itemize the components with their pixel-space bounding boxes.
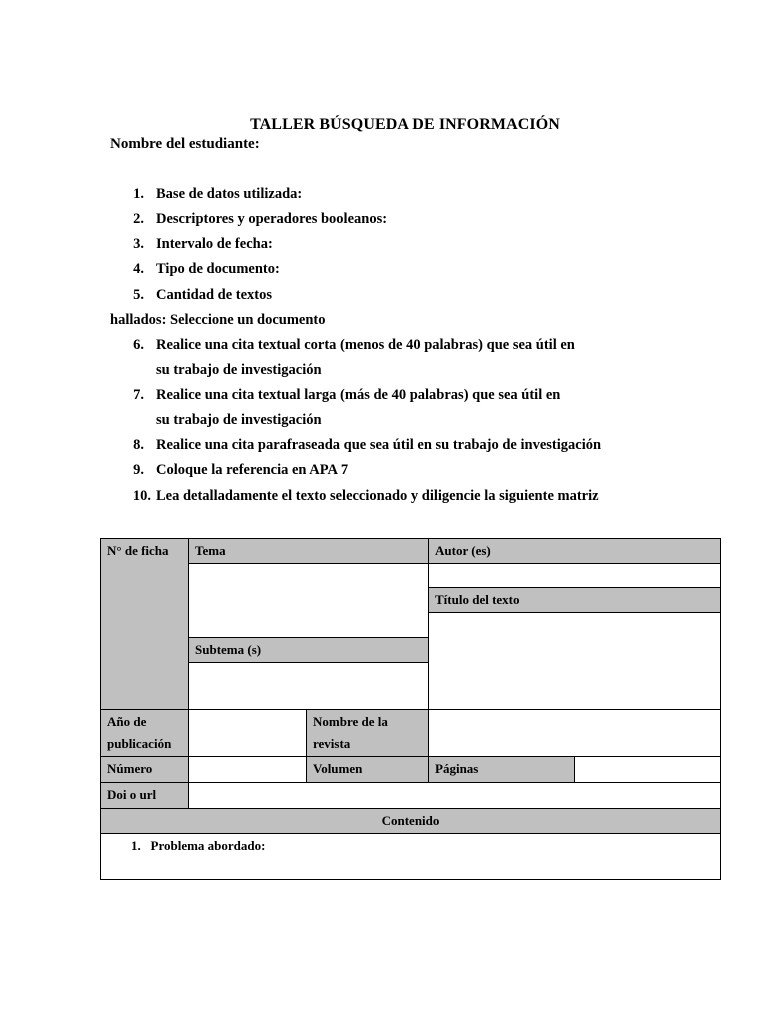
list-number: 2. [133,211,144,227]
list-item: Coloque la referencia en APA 7 [156,462,349,478]
paginas-header: Páginas [429,757,575,783]
list-item: Base de datos utilizada: [156,186,303,202]
subtema-header: Subtema (s) [189,638,429,663]
paginas-input-cell[interactable] [575,757,721,783]
list-number: 6. [133,337,144,353]
titulo-input-cell[interactable] [429,613,721,710]
volumen-header: Volumen [307,757,429,783]
tema-header: Tema [189,539,429,564]
list-number: 9. [133,462,144,478]
doi-url-input-cell[interactable] [189,783,721,809]
data-matrix-table [100,538,721,880]
anio-publicacion-header: Año de publicación [101,710,189,757]
tema-input-cell[interactable] [189,564,429,638]
list-number: 5. [133,287,144,303]
numero-input-cell[interactable] [189,757,307,783]
numero-header: Número [101,757,189,783]
list-item: Descriptores y operadores booleanos: [156,211,388,227]
titulo-header: Título del texto [429,588,721,613]
nombre-revista-header: Nombre de la revista [307,710,429,757]
subtema-input-cell[interactable] [189,663,429,710]
list-number: 1. [133,186,144,202]
anio-input-cell[interactable] [189,710,307,757]
list-item-continuation: su trabajo de investigación [156,362,322,378]
problema-number: 1. [131,838,141,853]
list-item: Realice una cita textual corta (menos de 40 palabras) que sea útil en [156,337,575,353]
contenido-header: Contenido [101,809,721,834]
list-item-continuation: hallados: Seleccione un documento [110,312,326,328]
list-item: Realice una cita parafraseada que sea útil en su trabajo de investigación [156,437,602,453]
list-number: 10. [132,488,151,504]
list-number: 8. [133,437,144,453]
ficha-number-header: N° de ficha [101,539,189,710]
autor-input-cell[interactable] [429,564,721,588]
problema-label: Problema abordado: [150,838,266,853]
nombre-revista-input-cell[interactable] [429,710,721,757]
list-item-continuation: su trabajo de investigación [156,412,322,428]
list-item: Intervalo de fecha: [156,236,273,252]
list-item: Realice una cita textual larga (más de 40 palabras) que sea útil en [156,387,561,403]
autor-header: Autor (es) [429,539,721,564]
student-name-label: Nombre del estudiante: [110,136,260,152]
list-number: 4. [133,261,144,277]
problema-abordado-cell[interactable] [101,834,721,880]
list-item: Tipo de documento: [156,261,280,277]
document-title: TALLER BÚSQUEDA DE INFORMACIÓN [250,116,560,133]
list-item: Cantidad de textos [156,287,273,303]
list-number: 7. [133,387,144,403]
list-item: Lea detalladamente el texto seleccionado y diligencie la siguiente matriz [156,488,599,504]
doi-url-header: Doi o url [101,783,189,809]
list-number: 3. [133,236,144,252]
